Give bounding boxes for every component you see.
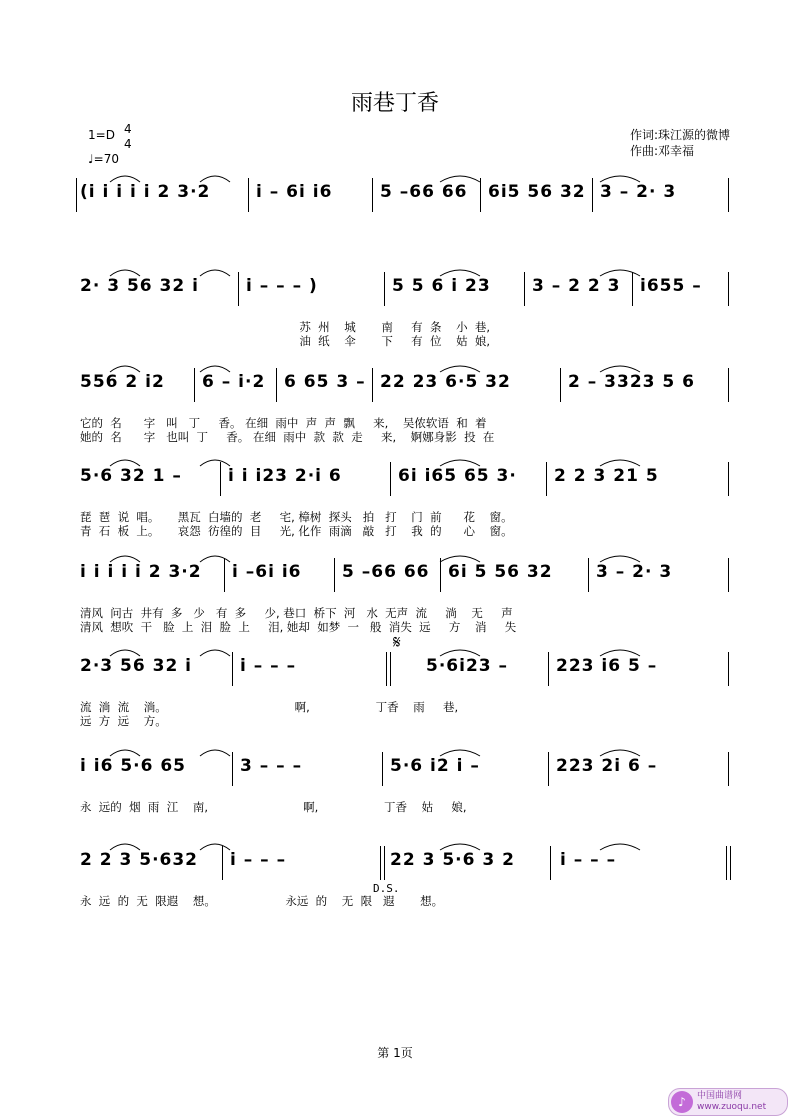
- watermark-text: [697, 1091, 766, 1113]
- slur-arc: [200, 650, 230, 656]
- lyric-line: 清风 问古 井有 多 少 有 多 少, 巷口 桥下 河 水 无声 流 淌 无 声: [80, 606, 513, 620]
- lyric-line: 清风 想吹 干 脸 上 泪 脸 上 泪, 她却 如梦 一 般 消失 远 方 消 失: [80, 620, 517, 634]
- lyric-line: 远 方 远 方。: [80, 714, 167, 728]
- lyric-line: 永 远的 烟 雨 江 南, 啊, 丁香 姑 娘,: [80, 800, 467, 814]
- measure-notes: 223 i6 5 –: [556, 656, 658, 676]
- slur-marks: [80, 836, 730, 856]
- measure-notes: i i i23 2·i 6: [228, 466, 342, 486]
- slur-arc: [440, 650, 480, 656]
- measure-notes: 6i i65 65 3·: [398, 466, 517, 486]
- measure-notes: i –6i i6: [232, 562, 302, 582]
- measure-notes: 6 65 3 –: [284, 372, 366, 392]
- measure-notes: 5·6 i2 i –: [390, 756, 480, 776]
- measure-notes: i i6 5·6 65: [80, 756, 187, 776]
- measure-notes: 223 2i 6 –: [556, 756, 658, 776]
- watermark-line2: www.zuoqu.net: [697, 1102, 767, 1112]
- slur-arc: [200, 270, 230, 276]
- lyric-line: 她的 名 字 也叫 丁 香。 在细 雨中 款 款 走 来, 婀娜身影 投 在: [80, 430, 495, 444]
- slur-arc: [600, 176, 640, 182]
- lyric-line: 永 远 的 无 限遐 想。 永远 的 无 限 遐 想。: [80, 894, 444, 908]
- measure-notes: i i i i i 2 3·2: [80, 562, 202, 582]
- slur-marks: [80, 168, 730, 188]
- slur-marks: [80, 262, 730, 282]
- measure-notes: 6i 5 56 32: [448, 562, 553, 582]
- key-signature: 1=D: [88, 128, 115, 142]
- measure-notes: 2 2 3 21 5: [554, 466, 659, 486]
- lyric-line: 油 纸 伞 下 有 位 姑 娘,: [80, 334, 491, 348]
- slur-arc: [110, 556, 140, 562]
- slur-arc: [440, 844, 480, 850]
- slur-arc: [200, 750, 230, 756]
- slur-marks: [80, 358, 730, 378]
- measure-notes: 3 – 2· 3: [596, 562, 673, 582]
- slur-arc: [600, 844, 640, 850]
- lyricist: 作词:珠江源的微博: [630, 128, 731, 142]
- bar-line: [730, 846, 731, 880]
- slur-arc: [600, 556, 640, 562]
- song-title: 雨巷丁香: [350, 91, 439, 116]
- slur-arc: [600, 750, 640, 756]
- time-sig-top: 4: [124, 122, 132, 136]
- slur-arc: [200, 844, 230, 850]
- measure-notes: (i i i i i 2 3·2: [80, 182, 211, 202]
- measure-notes: 2·3 56 32 i: [80, 656, 193, 676]
- slur-arc: [110, 270, 140, 276]
- slur-arc: [200, 176, 230, 182]
- watermark: [668, 1088, 788, 1116]
- slur-marks: [80, 642, 730, 662]
- lyric-line: 青 石 板 上。 哀怨 彷徨的 目 光, 化作 雨滴 敲 打 我 的 心 窗。: [80, 524, 513, 538]
- slur-arc: [110, 650, 140, 656]
- slur-marks: [80, 452, 730, 472]
- measure-notes: i – – – ): [246, 276, 318, 296]
- slur-arc: [200, 366, 230, 372]
- slur-arc: [440, 460, 480, 466]
- page-number: 第 1页: [377, 1046, 413, 1060]
- measure-notes: 22 3 5·6 3 2: [390, 850, 515, 870]
- measure-notes: 2 – 3323 5 6: [568, 372, 695, 392]
- measure-notes: 3 – 2· 3: [600, 182, 677, 202]
- slur-arc: [110, 460, 140, 466]
- ds-mark: D.S.: [373, 882, 400, 895]
- measure-notes: i – – –: [240, 656, 297, 676]
- composer: 作曲:邓幸福: [630, 144, 695, 158]
- measure-notes: i – – –: [560, 850, 617, 870]
- slur-arc: [440, 366, 480, 372]
- slur-arc: [600, 650, 640, 656]
- slur-arc: [600, 270, 640, 276]
- measure-notes: 3 – 2 2 3: [532, 276, 621, 296]
- slur-arc: [440, 556, 480, 562]
- measure-notes: 2· 3 56 32 i: [80, 276, 199, 296]
- slur-arc: [110, 750, 140, 756]
- music-note-icon: ♪: [671, 1091, 693, 1113]
- time-signature: [124, 122, 132, 152]
- slur-arc: [110, 366, 140, 372]
- measure-notes: i – – –: [230, 850, 287, 870]
- slur-arc: [200, 460, 230, 466]
- slur-arc: [110, 176, 140, 182]
- measure-notes: 5 5 6 i 23: [392, 276, 491, 296]
- measure-notes: 5·6i23 –: [426, 656, 509, 676]
- slur-arc: [600, 366, 640, 372]
- measure-notes: i655 –: [640, 276, 702, 296]
- lyric-line: 琵 琶 说 唱。 黑瓦 白墙的 老 宅, 樟树 探头 拍 打 门 前 花 窗。: [80, 510, 513, 524]
- slur-arc: [440, 750, 480, 756]
- measure-notes: 22 23 6·5 32: [380, 372, 511, 392]
- bar-line: [76, 178, 77, 212]
- watermark-line1: 中国曲谱网: [697, 1091, 743, 1101]
- lyric-line: 苏 州 城 南 有 条 小 巷,: [80, 320, 491, 334]
- tempo-marking: ♩=70: [88, 152, 119, 166]
- lyric-line: 流 淌 流 淌。 啊, 丁香 雨 巷,: [80, 700, 459, 714]
- measure-notes: i – 6i i6: [256, 182, 333, 202]
- lyric-line: 它的 名 字 叫 丁 香。 在细 雨中 声 声 飘 来, 吴侬软语 和 着: [80, 416, 487, 430]
- credits: [630, 127, 730, 159]
- slur-arc: [600, 460, 640, 466]
- time-sig-bottom: 4: [124, 137, 132, 151]
- measure-notes: 3 – – –: [240, 756, 303, 776]
- segno-mark: 𝄋: [393, 632, 401, 653]
- measure-notes: 2 2 3 5·632: [80, 850, 199, 870]
- measure-notes: 5 –66 66: [380, 182, 468, 202]
- slur-arc: [440, 176, 480, 182]
- slur-marks: [80, 742, 730, 762]
- slur-marks: [80, 548, 730, 568]
- measure-notes: 556 2 i2: [80, 372, 165, 392]
- measure-notes: 5·6 32 1 –: [80, 466, 182, 486]
- measure-notes: 5 –66 66: [342, 562, 430, 582]
- measure-notes: 6i5 56 32: [488, 182, 586, 202]
- slur-arc: [200, 556, 230, 562]
- measure-notes: 6 – i·2: [202, 372, 266, 392]
- slur-arc: [110, 844, 140, 850]
- slur-arc: [440, 270, 480, 276]
